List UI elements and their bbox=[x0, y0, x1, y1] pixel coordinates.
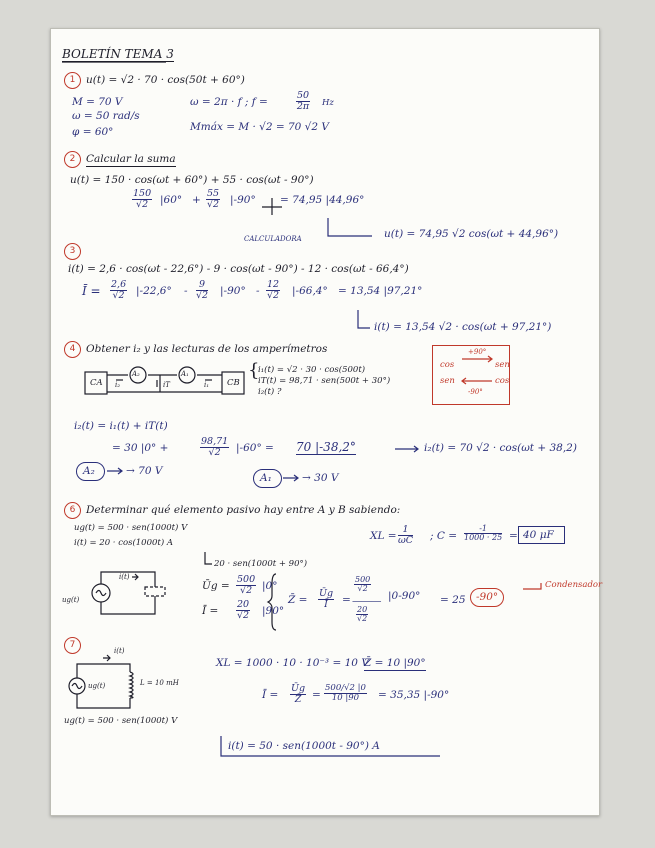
p6-z-result: = 25 bbox=[440, 594, 466, 606]
p1-equation: u(t) = √2 · 70 · cos(50t + 60°) bbox=[86, 74, 245, 86]
p6-circuit-it: i(t) bbox=[119, 573, 130, 581]
p3-minus-2: - bbox=[256, 285, 260, 297]
calc-arrow bbox=[262, 198, 282, 215]
p4-label-i1: i₁ bbox=[204, 381, 210, 389]
p6-heading: Determinar qué elemento pasivo hay entre A y B sabiendo: bbox=[86, 504, 401, 516]
p6-z-upper-fraction bbox=[354, 576, 371, 594]
p4-given-2: iT(t) = 98,71 · sen(500t + 30°) bbox=[258, 376, 391, 386]
p1-phase: φ = 60° bbox=[72, 126, 114, 138]
p4-eq-arrow bbox=[395, 446, 418, 452]
p4-eq2d: i₂(t) = 70 √2 · cos(ωt + 38,2) bbox=[424, 442, 577, 454]
p3-f3-num: 12 bbox=[267, 279, 280, 290]
p4-eq2c: 70 |-38,2° bbox=[296, 440, 356, 454]
p7-i-num: Ūg bbox=[291, 683, 306, 694]
p6-ug: ug(t) = 500 · sen(1000t) V bbox=[74, 523, 188, 533]
p4-label-i2: i₂ bbox=[115, 381, 121, 389]
p4-ammeter-a2: A₂ bbox=[132, 370, 140, 378]
p7-ug-given: ug(t) = 500 · sen(1000t) V bbox=[64, 716, 178, 726]
p4-cb-label: CB bbox=[227, 378, 240, 388]
p6-z-den: Ī bbox=[324, 598, 328, 610]
p6-z-label: Z̄ = bbox=[288, 594, 308, 606]
p6-xl-fraction bbox=[398, 525, 413, 546]
p6-zl-den: √2 bbox=[357, 614, 368, 624]
p6-ug-phasor-label: Ūg = bbox=[202, 580, 230, 592]
p1-amplitude: M = 70 V bbox=[72, 96, 123, 108]
problem-4-number: 4 bbox=[64, 341, 81, 358]
p1-f-unit: Hz bbox=[322, 98, 334, 108]
p3-result-arrow bbox=[358, 310, 370, 328]
p2-result-arrow bbox=[328, 218, 372, 236]
p4-label-it: iT bbox=[163, 381, 170, 389]
problem-6-number: 6 bbox=[64, 502, 81, 519]
p7-final: i(t) = 50 · sen(1000t - 90°) A bbox=[228, 740, 380, 752]
p6-z-fraction bbox=[318, 589, 334, 610]
p2-plus: + bbox=[192, 194, 201, 206]
p7-circuit-it: i(t) bbox=[114, 647, 125, 655]
p6-z-angle: |0-90° bbox=[388, 590, 421, 602]
p2-f2-num: 55 bbox=[207, 188, 220, 199]
p1-max-value: Mmáx = M · √2 = 70 √2 V bbox=[190, 121, 329, 133]
p4-given-3: i₂(t) ? bbox=[258, 387, 282, 397]
p3-angle-3: |-66,4° bbox=[292, 285, 328, 297]
p7-i2-num: 500/√2 |0 bbox=[325, 683, 366, 693]
p4-heading: Obtener i₂ y las lecturas de los amperímetros bbox=[86, 343, 328, 355]
problem-2-number: 2 bbox=[64, 151, 81, 168]
p1-frequency-fraction bbox=[296, 91, 310, 112]
p6-i: i(t) = 20 · cos(1000t) A bbox=[74, 538, 173, 548]
p7-i-label: Ī = bbox=[262, 689, 279, 701]
p6-xl-num: 1 bbox=[398, 525, 413, 536]
problem-7-number: 7 bbox=[64, 637, 81, 654]
p4-rb-cos2: cos bbox=[495, 376, 510, 386]
p3-f2-num: 9 bbox=[196, 280, 208, 291]
p4-given-1: i₁(t) = √2 · 30 · cos(500t) bbox=[258, 365, 366, 375]
p6-c-result: 40 μF bbox=[523, 529, 554, 541]
p6-z-main-bar: ——— bbox=[352, 595, 381, 607]
p4-eq2b: |-60° = bbox=[236, 442, 274, 454]
p2-angle-1: |60° bbox=[160, 194, 183, 206]
p6-condensador: Condensador bbox=[545, 580, 603, 590]
problem-1-number: 1 bbox=[64, 72, 81, 89]
p1-f-denominator: 2π bbox=[296, 100, 310, 112]
p2-fraction-1 bbox=[132, 189, 152, 210]
p2-equation: u(t) = 150 · cos(ωt + 60°) + 55 · cos(ωt - 90°) bbox=[70, 174, 314, 186]
p6-zl-num: 20 bbox=[357, 605, 368, 614]
p7-circuit-ug: ug(t) bbox=[88, 682, 106, 690]
p3-f1-den: √2 bbox=[112, 289, 125, 301]
p6-c-fraction bbox=[464, 525, 502, 543]
p7-i-fraction bbox=[290, 684, 306, 705]
p3-f1-num: 2,6 bbox=[111, 279, 127, 290]
p6-i-angle: |90° bbox=[262, 605, 285, 617]
p6-i-fraction bbox=[236, 600, 250, 621]
p7-i2-den: 10 |90 bbox=[331, 692, 360, 703]
p6-xl-label: XL = bbox=[370, 530, 397, 542]
p3-f2-den: √2 bbox=[196, 289, 209, 301]
p6-conversion: 20 · sen(1000t + 90°) bbox=[214, 559, 308, 569]
p7-xl: XL = 1000 · 10 · 10⁻³ = 10 V bbox=[216, 657, 369, 669]
p4-ca-label: CA bbox=[90, 378, 103, 388]
p7-i-equals: = bbox=[312, 689, 321, 701]
p4-frac-num: 98,71 bbox=[201, 436, 229, 447]
p3-fraction-3 bbox=[266, 280, 280, 301]
p4-eq1: i₂(t) = i₁(t) + iT(t) bbox=[74, 420, 168, 432]
p7-i-den: Z̄ bbox=[294, 693, 302, 705]
p4-reading-a2-value: → 70 V bbox=[126, 465, 163, 477]
p2-f2-den: √2 bbox=[206, 198, 220, 210]
p4-rb-sen: sen bbox=[495, 360, 510, 370]
p4-rb-top: +90° bbox=[468, 348, 487, 356]
p6-z-lower-fraction bbox=[356, 606, 368, 624]
p6-zu-num: 500 bbox=[355, 575, 371, 584]
p6-z-result-angle: -90° bbox=[470, 588, 504, 607]
p6-ug-fraction bbox=[236, 575, 256, 596]
p6-zu-den: √2 bbox=[357, 584, 368, 594]
p6-c-den: 1000 · 25 bbox=[464, 533, 503, 543]
p7-i-result: = 35,35 |-90° bbox=[378, 689, 450, 701]
p6-i-den: √2 bbox=[236, 609, 250, 621]
p4-rb-sen2: sen bbox=[440, 376, 455, 386]
p7-inductor-label: L = 10 mH bbox=[140, 679, 179, 687]
p3-fraction-2 bbox=[196, 280, 208, 301]
p4-rb-cos: cos bbox=[440, 360, 455, 370]
p4-eq2a: = 30 |0° + bbox=[112, 442, 169, 454]
p4-reading-a2: A₂ bbox=[83, 465, 95, 477]
p6-i-phasor-label: Ī = bbox=[202, 605, 219, 617]
page-title: BOLETÍN TEMA 3 bbox=[62, 47, 174, 61]
p6-xl-den: ωC bbox=[398, 534, 414, 546]
p2-heading: Calcular la suma bbox=[86, 153, 176, 165]
p6-circuit-ug: ug(t) bbox=[62, 596, 80, 604]
p6-i-num: 20 bbox=[237, 599, 250, 610]
p6-c-num: -1 bbox=[464, 525, 502, 534]
p4-ammeter-a1: A₁ bbox=[181, 370, 189, 378]
p3-final: i(t) = 13,54 √2 · cos(ωt + 97,21°) bbox=[374, 321, 552, 333]
p2-fraction-2 bbox=[206, 189, 220, 210]
p3-minus-1: - bbox=[184, 285, 188, 297]
p6-z-equals: = bbox=[342, 594, 351, 606]
p1-f-numerator: 50 bbox=[297, 90, 310, 101]
problem-3-number: 3 bbox=[64, 243, 81, 260]
p4-fraction bbox=[200, 437, 229, 458]
p7-z: Z̄ = 10 |90° bbox=[364, 657, 426, 669]
p4-reading-a1-value: → 30 V bbox=[302, 472, 339, 484]
p4-given-brace: { bbox=[248, 360, 260, 381]
p2-angle-2: |-90° bbox=[230, 194, 256, 206]
p6-z-num: Ūg bbox=[319, 588, 334, 599]
p6-ug-den: √2 bbox=[240, 584, 253, 596]
p2-f1-num: 150 bbox=[133, 188, 152, 199]
p3-angle-2: |-90° bbox=[220, 285, 246, 297]
p2-final: u(t) = 74,95 √2 cos(ωt + 44,96°) bbox=[384, 228, 559, 240]
p6-c-label: ; C = bbox=[430, 530, 458, 542]
p2-result: = 74,95 |44,96° bbox=[280, 194, 365, 206]
p2-f1-den: √2 bbox=[136, 198, 149, 210]
p6-ug-angle: |0° bbox=[262, 580, 278, 592]
p6-c-equals: = bbox=[509, 530, 518, 542]
p3-ibar: Ī = bbox=[82, 284, 101, 298]
p2-calculadora-label: CALCULADORA bbox=[244, 235, 302, 243]
p3-result: = 13,54 |97,21° bbox=[338, 285, 423, 297]
p1-omega-formula: ω = 2π · f ; f = bbox=[190, 96, 268, 108]
p6-ug-num: 500 bbox=[237, 574, 256, 585]
p3-angle-1: |-22,6° bbox=[136, 285, 172, 297]
p7-i-value-fraction bbox=[324, 684, 367, 703]
p4-reading-a1: A₁ bbox=[260, 472, 272, 484]
p1-omega: ω = 50 rad/s bbox=[72, 110, 140, 122]
p3-f3-den: √2 bbox=[266, 289, 280, 301]
p4-rb-bottom: -90° bbox=[468, 388, 483, 396]
p3-equation: i(t) = 2,6 · cos(ωt - 22,6°) - 9 · cos(ωt - 90°) - 12 · cos(ωt - 66,4°) bbox=[68, 263, 409, 275]
p3-fraction-1 bbox=[110, 280, 127, 301]
p4-frac-den: √2 bbox=[208, 446, 221, 458]
